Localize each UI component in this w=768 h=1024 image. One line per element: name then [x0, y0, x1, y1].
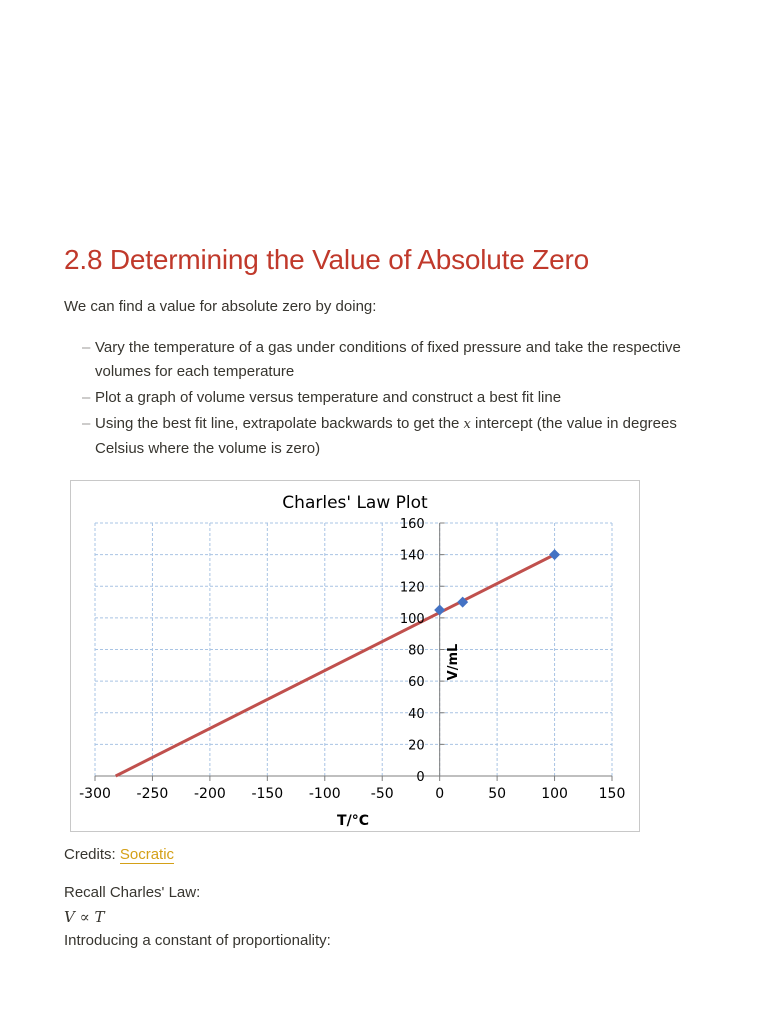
- credits-label: Credits:: [64, 846, 120, 863]
- y-tick-label: 100: [399, 611, 425, 627]
- chart-grid: [95, 523, 612, 776]
- x-tick-label: -200: [193, 786, 226, 802]
- list-item-text: intercept (the value in degrees Celsius where the volume is zero): [95, 415, 677, 457]
- list-item-text: Vary the temperature of a gas under conditions of fixed pressure and take the respective volumes for each temperature: [95, 339, 681, 380]
- y-tick-label: 140: [399, 548, 425, 564]
- steps-list: [64, 336, 684, 463]
- y-tick-label: 0: [416, 770, 425, 785]
- x-tick-label: 0: [435, 786, 445, 802]
- list-item: [64, 386, 684, 410]
- list-item: [64, 336, 684, 384]
- chart-image: [70, 480, 640, 832]
- bullet-dash: –: [82, 389, 91, 406]
- x-tick-label: 150: [598, 786, 626, 802]
- y-tick-label: 60: [408, 675, 425, 691]
- best-fit-line: [116, 555, 555, 776]
- y-tick-label: 20: [408, 738, 425, 754]
- list-item-text: Using the best fit line, extrapolate backwards to get the: [95, 415, 464, 432]
- proportionality-text: Introducing a constant of proportionality:: [64, 932, 331, 949]
- formula-v-prop-t: V ∝ T: [64, 908, 105, 926]
- x-axis-label: T/°C: [337, 813, 369, 829]
- section-title: 2.8 Determining the Value of Absolute Zero: [64, 244, 589, 275]
- bullet-dash: –: [82, 339, 91, 356]
- x-tick-label: -150: [251, 786, 284, 802]
- y-tick-label: 40: [408, 706, 425, 722]
- charles-law-chart: [71, 481, 639, 831]
- y-axis-label: V/mL: [446, 643, 461, 681]
- math-variable: x: [463, 417, 471, 432]
- credits-link[interactable]: Socratic: [119, 846, 175, 863]
- list-item-text: Plot a graph of volume versus temperature and construct a best fit line: [95, 389, 562, 406]
- x-tick-label: -50: [370, 786, 394, 802]
- credits-line: [64, 846, 174, 863]
- recall-text: Recall Charles' Law:: [64, 884, 201, 901]
- x-tick-label: -100: [308, 786, 341, 802]
- bullet-dash: –: [82, 415, 91, 432]
- x-tick-label: -250: [136, 786, 169, 802]
- y-tick-label: 160: [399, 517, 425, 532]
- list-item: [64, 412, 684, 461]
- y-tick-label: 120: [399, 580, 425, 596]
- x-tick-label: 100: [541, 786, 568, 802]
- intro-text: We can find a value for absolute zero by doing:: [64, 298, 377, 315]
- x-tick-label: -300: [79, 786, 111, 802]
- best-fit-line-group: [116, 555, 555, 776]
- data-point: [549, 549, 560, 560]
- chart-title: Charles' Law Plot: [282, 493, 428, 513]
- chart-axes: [95, 523, 612, 781]
- y-tick-label: 80: [408, 643, 425, 659]
- x-tick-label: 50: [488, 786, 507, 802]
